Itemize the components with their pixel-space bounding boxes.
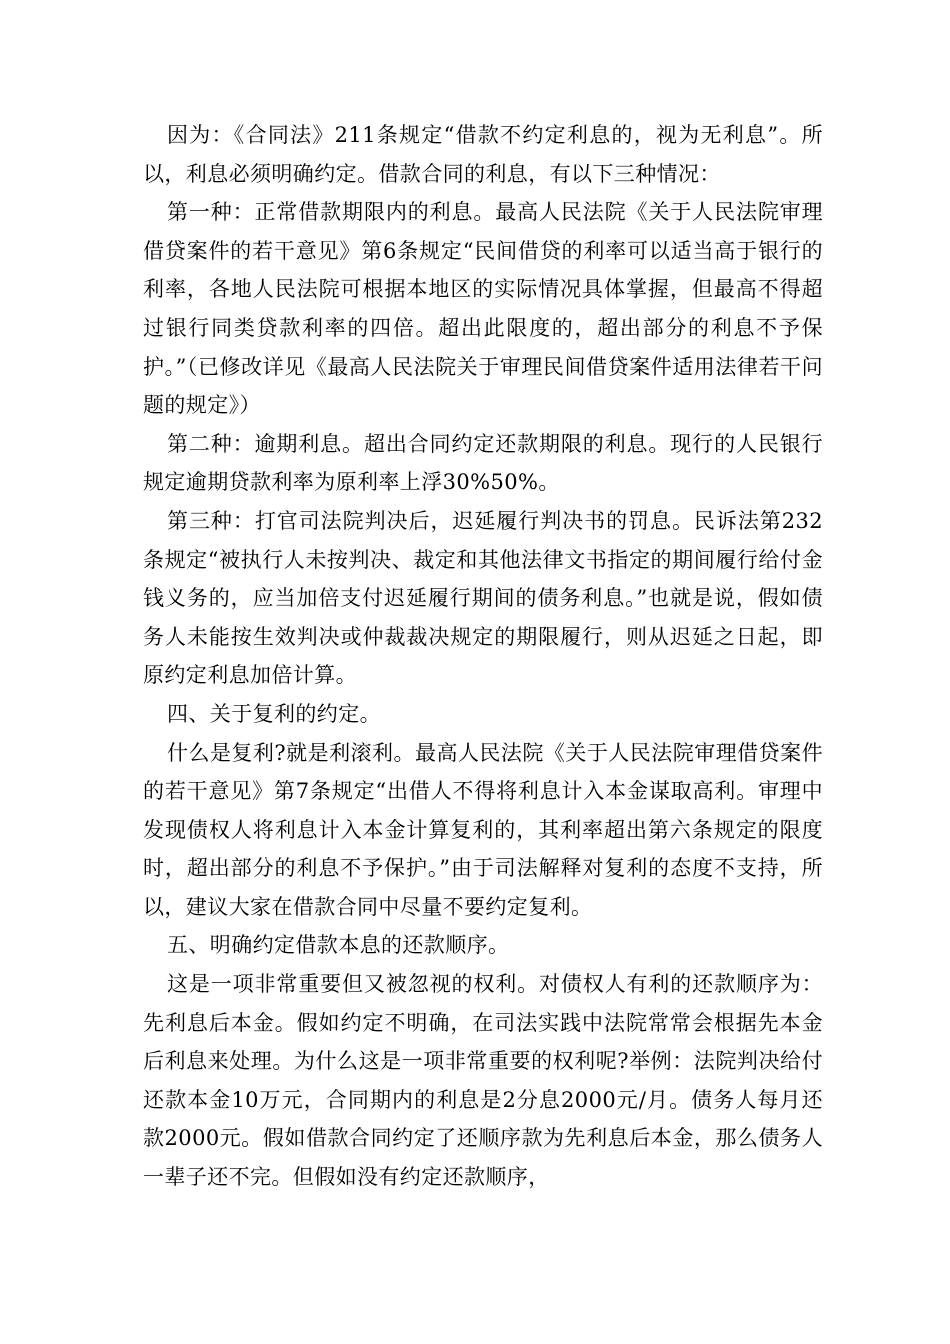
section-heading-repayment-order: 五、明确约定借款本息的还款顺序。 (167, 933, 510, 958)
document-body (143, 116, 823, 1197)
section-heading-compound-interest: 四、关于复利的约定。 (167, 701, 381, 726)
paragraph-first-type-normal-interest: 第一种：正常借款期限内的利息。最高人民法院《关于人民法院审理借贷案件的若干意见》第6条规定“民间借贷的利率可以适当高于银行的利率，各地人民法院可根据本地区的实际情况具体掌握，但最高不得超过银行同类贷款利率的四倍。超出此限度的，超出部分的利息不予保护。”（已修改详见《最高人民法院关于审理民间借贷案件适用法律若干问题的规定》） (143, 200, 823, 418)
paragraph-compound-interest: 什么是复利?就是利滚利。最高人民法院《关于人民法院审理借贷案件的若干意见》第7条规定“出借人不得将利息计入本金谋取高利。审理中发现债权人将利息计入本金计算复利的，其利率超出第六条规定的限度时，超出部分的利息不予保护。”由于司法解释对复利的态度不支持，所以，建议大家在借款合同中尽量不要约定复利。 (143, 740, 823, 919)
paragraph-contract-law-interest: 因为：《合同法》211条规定“借款不约定利息的，视为无利息”。所以，利息必须明确约定。借款合同的利息，有以下三种情况： (143, 123, 823, 186)
paragraph-third-type-penalty-interest: 第三种：打官司法院判决后，迟延履行判决书的罚息。民诉法第232条规定“被执行人未按判决、裁定和其他法律文书指定的期间履行给付金钱义务的，应当加倍支付迟延履行期间的债务利息。”也就是说，假如债务人未能按生效判决或仲裁裁决规定的期限履行，则从迟延之日起，即原约定利息加倍计算。 (143, 508, 823, 688)
paragraph-repayment-order: 这是一项非常重要但又被忽视的权利。对债权人有利的还款顺序为：先利息后本金。假如约定不明确，在司法实践中法院常常会根据先本金后利息来处理。为什么这是一项非常重要的权利呢?举例：法院判决给付还款本金10万元，合同期内的利息是2分息2000元/月。债务人每月还款2000元。假如借款合同约定了还顺序款为先利息后本金，那么债务人一辈子还不完。但假如没有约定还款顺序， (143, 972, 823, 1190)
paragraph-second-type-overdue-interest: 第二种：逾期利息。超出合同约定还款期限的利息。现行的人民银行规定逾期贷款利率为原利率上浮30%50%。 (143, 431, 823, 495)
